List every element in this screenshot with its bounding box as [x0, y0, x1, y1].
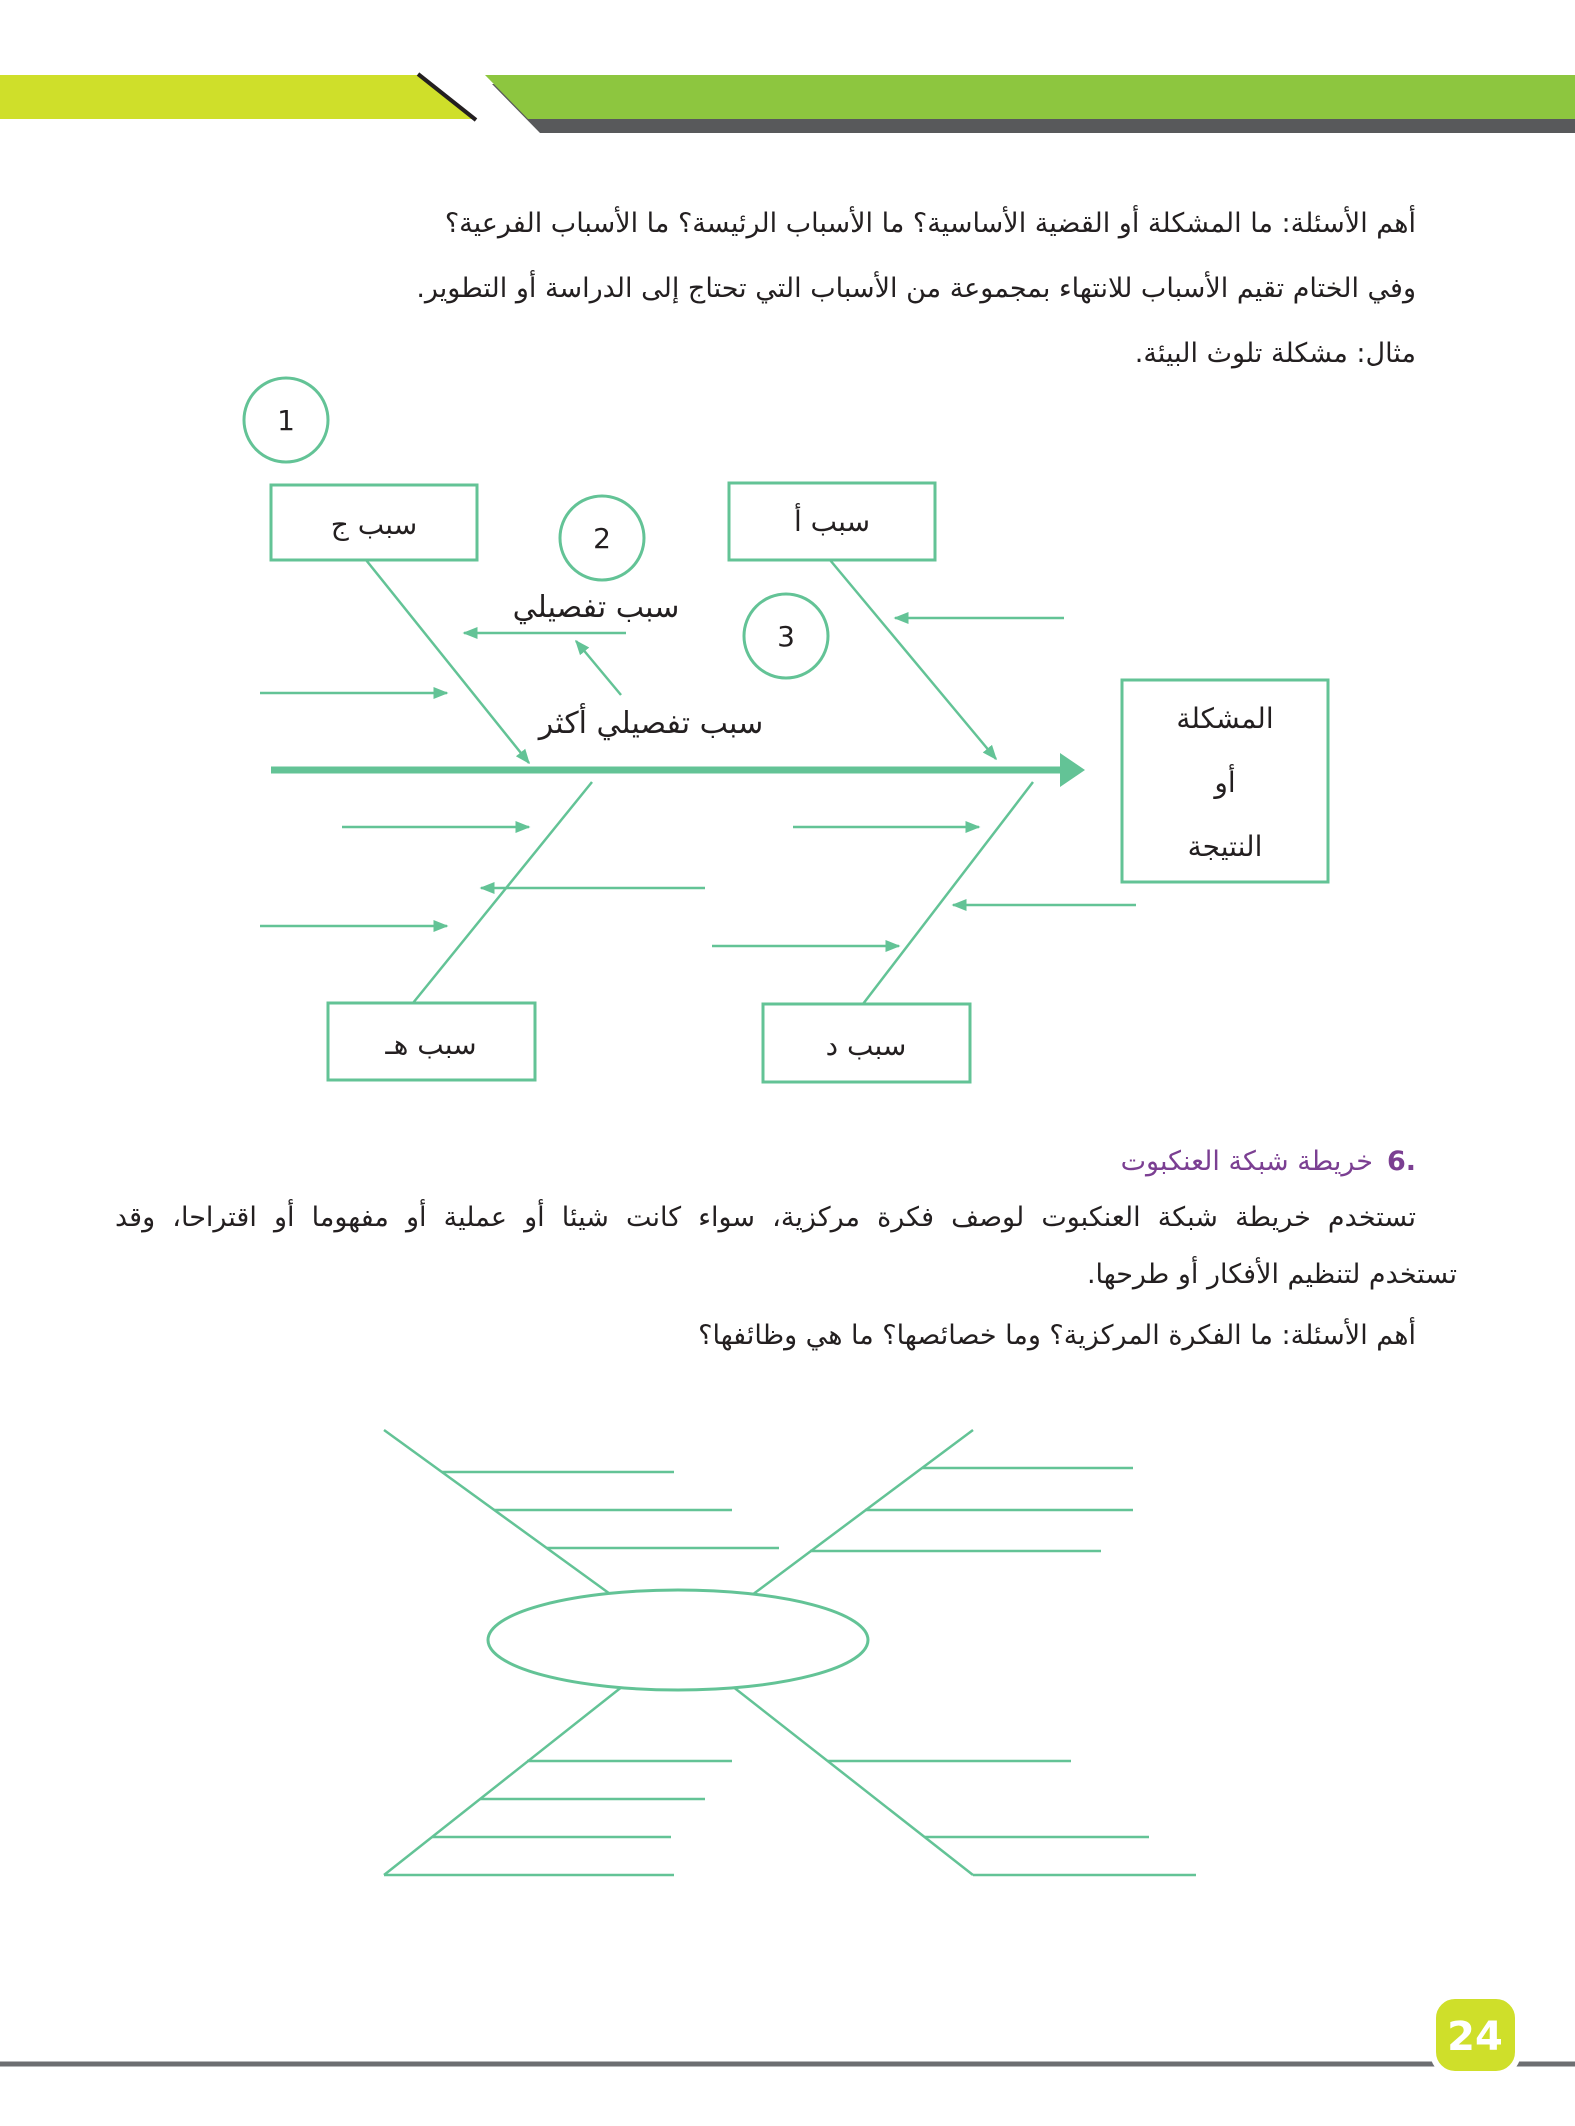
spider-map-diagram	[0, 1400, 1575, 1900]
section-paragraph-line-2: تستخدم لتنظيم الأفكار أو طرحها.	[1086, 1259, 1457, 1290]
cause-c-label: سبب ج	[330, 508, 418, 541]
intro-example: مثال: مشكلة تلوث البيئة.	[1134, 338, 1416, 369]
more-detail-cause-label: سبب تفصيلي أكثر	[538, 706, 764, 741]
result-line-3: النتيجة	[1187, 830, 1263, 863]
more-detail-arrow	[576, 641, 621, 695]
intro-questions: أهم الأسئلة: ما المشكلة أو القضية الأساسية؟ ما الأسباب الرئيسة؟ ما الأسباب الفرعية؟	[444, 208, 1416, 239]
page-number: 24	[1447, 2014, 1503, 2060]
bone-cause-c	[366, 560, 529, 763]
cause-a-label: سبب أ	[793, 505, 871, 538]
section-paragraph-line-1: تستخدم خريطة شبكة العنكبوت لوصف فكرة مركزية، سواء كانت شيئا أو عملية أو مفهوما أو اقتراحا، وقد	[115, 1202, 1416, 1233]
spider-leg-lower-left	[384, 1686, 623, 1875]
step-marker-3-label: 3	[777, 620, 795, 653]
result-line-1: المشكلة	[1176, 702, 1274, 735]
bone-cause-d	[863, 782, 1033, 1004]
fishbone-spine-arrowhead	[1060, 753, 1085, 787]
step-marker-2-label: 2	[593, 522, 611, 555]
section-number: 6.	[1386, 1146, 1416, 1177]
spider-center-ellipse	[488, 1590, 868, 1690]
intro-conclusion: وفي الختام تقيم الأسباب للانتهاء بمجموعة من الأسباب التي تحتاج إلى الدراسة أو التطوير.	[416, 273, 1416, 304]
banner-green-strip	[485, 75, 1575, 119]
banner-lime-strip	[0, 75, 474, 119]
spider-leg-upper-right	[752, 1430, 973, 1595]
step-marker-1-label: 1	[277, 404, 295, 437]
result-line-2: أو	[1214, 766, 1236, 799]
section-heading	[1121, 1142, 1416, 1182]
cause-d-label: سبب د	[825, 1029, 907, 1062]
header-banner	[0, 0, 1575, 140]
page-footer	[0, 1980, 1575, 2090]
section-questions: أهم الأسئلة: ما الفكرة المركزية؟ وما خصائصها؟ ما هي وظائفها؟	[698, 1320, 1416, 1351]
fishbone-diagram	[0, 370, 1575, 1100]
cause-h-label: سبب هـ	[385, 1028, 477, 1061]
spider-leg-upper-left	[384, 1430, 617, 1599]
section-title: خريطة شبكة العنكبوت	[1120, 1146, 1373, 1177]
bone-cause-a	[830, 560, 996, 759]
detail-cause-label: سبب تفصيلي	[512, 590, 680, 625]
spider-leg-lower-right	[732, 1686, 973, 1875]
bone-cause-h	[413, 782, 592, 1003]
